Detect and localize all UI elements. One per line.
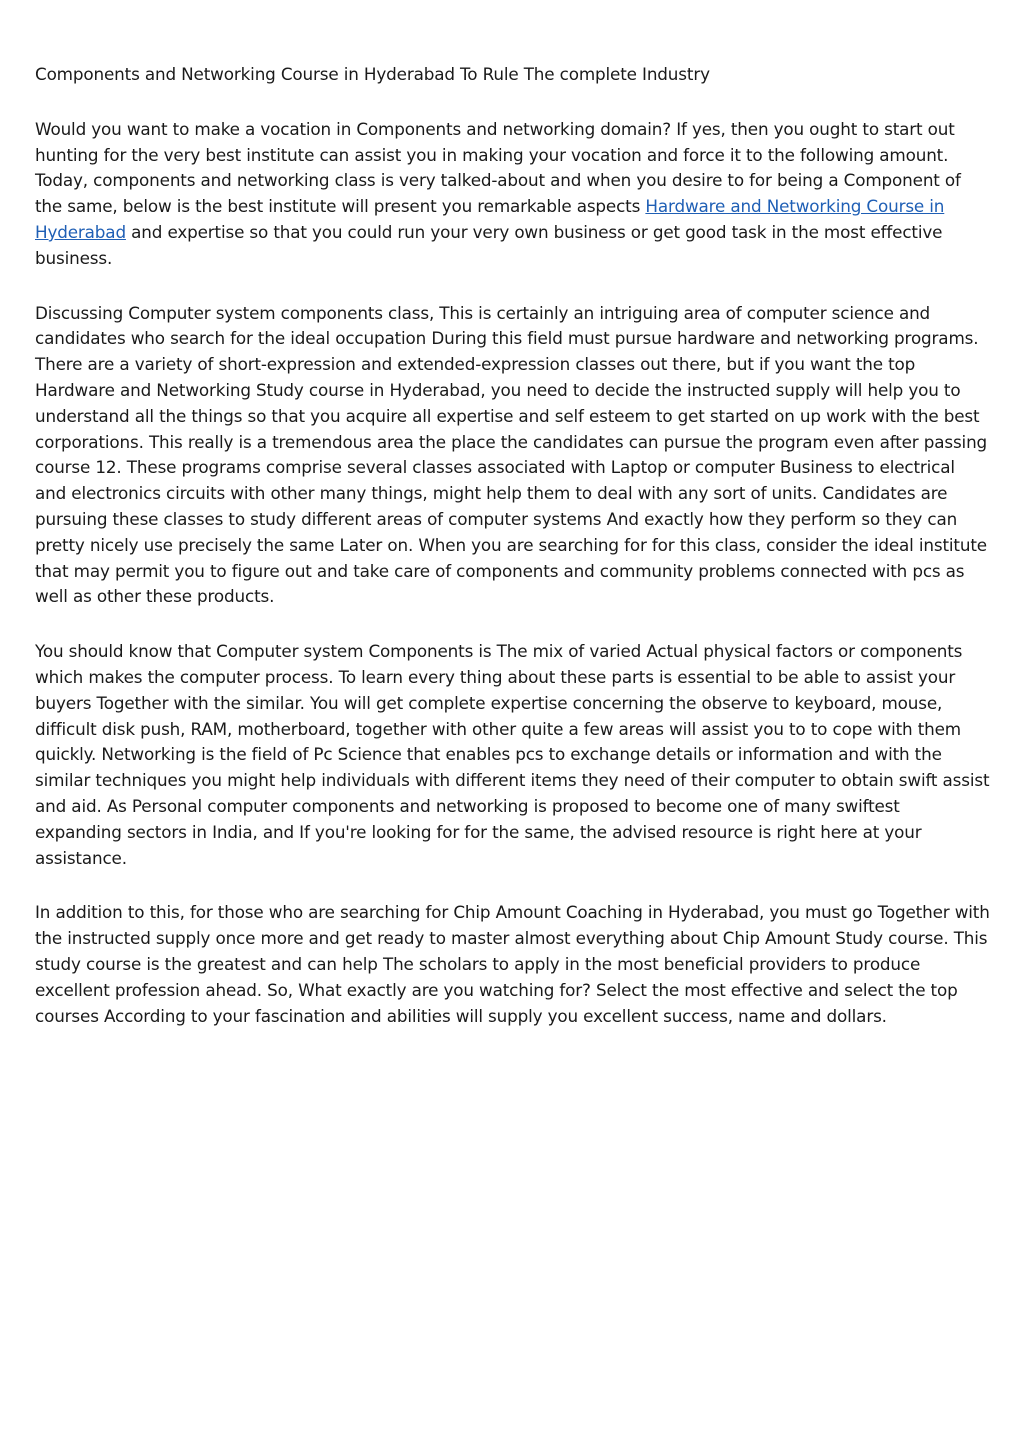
paragraph-1-text-after-link: and expertise so that you could run your very own business or get good task in the most effective business. (35, 221, 943, 268)
document-title: Components and Networking Course in Hyderabad To Rule The complete Industry (35, 64, 710, 84)
paragraph-1-text-before-link: Would you want to make a vocation in Components and networking domain? If yes, then you ought to start out hunting for the very best institute can assist you in making your vocation and force it to the following amount. Today, components and networking class is very talked-about and when you desire to for being a Component of the same, below is the best institute will present you remarkable aspects (35, 118, 961, 217)
document-body (35, 62, 990, 1058)
paragraph-3: You should know that Computer system Components is The mix of varied Actual physical factors or components which makes the computer process. To learn every thing about these parts is essential to be able to assist your buyers Together with the similar. You will get complete expertise concerning the observe to keyboard, mouse, difficult disk push, RAM, motherboard, together with other quite a few areas will assist you to to cope with them quickly. Networking is the field of Pc Science that enables pcs to exchange details or information and with the similar techniques you might help individuals with different items they need of their computer to obtain swift assist and aid. As Personal computer components and networking is proposed to become one of many swiftest expanding sectors in India, and If you're looking for for the same, the advised resource is right here at your assistance. (35, 641, 990, 868)
paragraph-1 (35, 117, 990, 272)
paragraph-2: Discussing Computer system components class, This is certainly an intriguing area of computer science and candidates who search for the ideal occupation During this field must pursue hardware and networking programs. There are a variety of short-expression and extended-expression classes out there, but if you want the top Hardware and Networking Study course in Hyderabad, you need to decide the instructed supply will help you to understand all the things so that you acquire all expertise and self esteem to get started on up work with the best corporations. This really is a tremendous area the place the candidates can pursue the program even after passing course 12. These programs comprise several classes associated with Laptop or computer Business to electrical and electronics circuits with other many things, might help them to deal with any sort of units. Candidates are pursuing these classes to study different areas of computer systems And exactly how they perform so they can pretty nicely use precisely the same Later on. When you are searching for for this class, consider the ideal institute that may permit you to figure out and take care of components and community problems connected with pcs as well as other these products. (35, 302, 988, 607)
hardware-networking-course-link[interactable]: Hardware and Networking Course in Hyderabad (35, 196, 945, 242)
paragraph-4: In addition to this, for those who are searching for Chip Amount Coaching in Hyderabad, you must go Together with the instructed supply once more and get ready to master almost everything about Chip Amount Study course. This study course is the greatest and can help The scholars to apply in the most beneficial providers to produce excellent profession ahead. So, What exactly are you watching for? Select the most effective and select the top courses According to your fascination and abilities will supply you excellent success, name and dollars. (35, 902, 990, 1026)
